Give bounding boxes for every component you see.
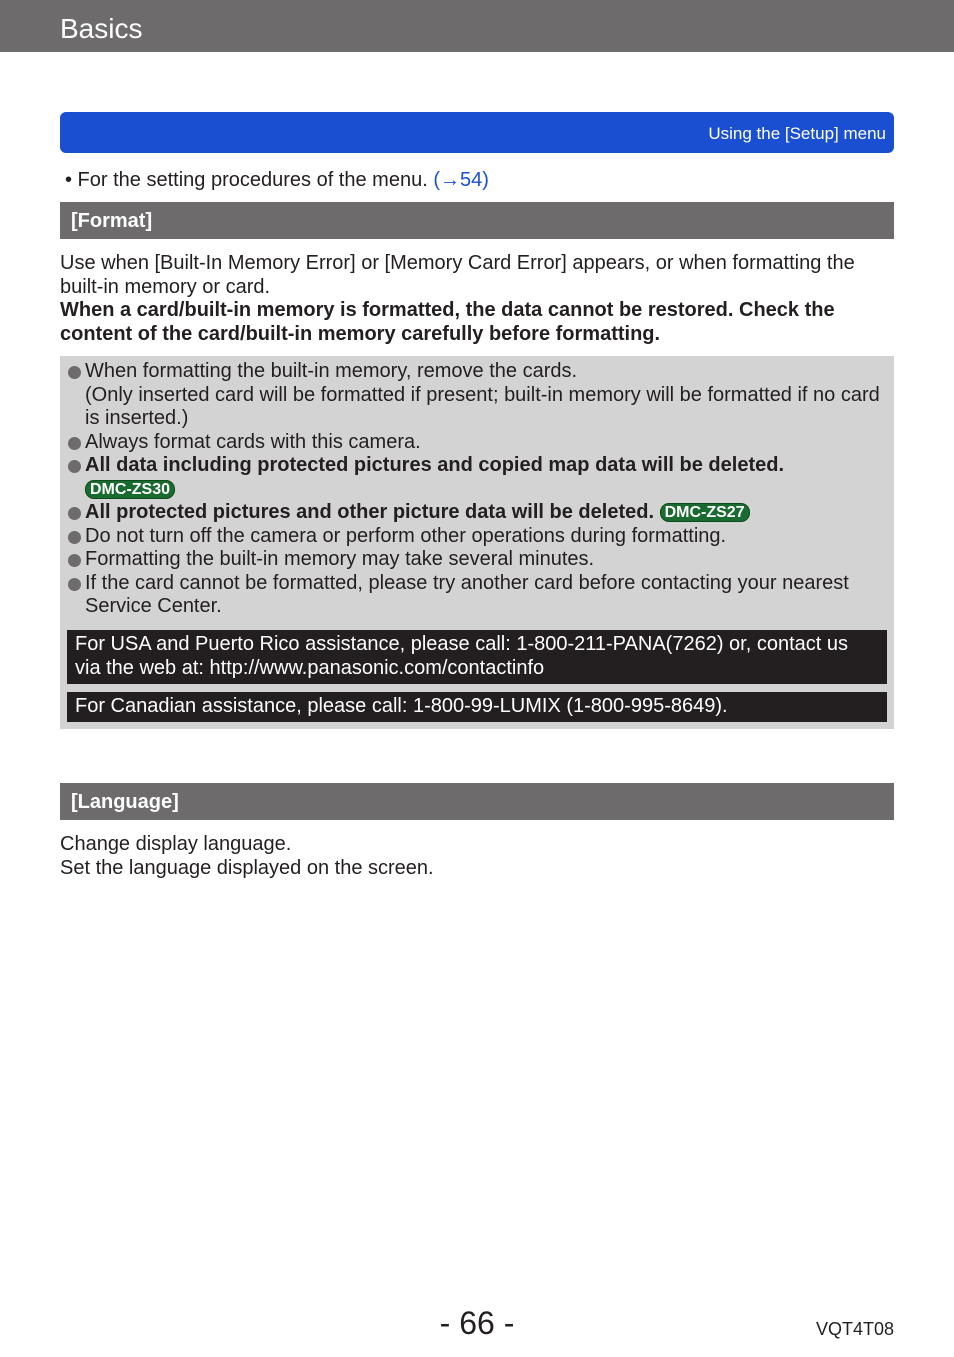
language-description — [60, 833, 894, 880]
page-reference-link[interactable]: (→54) — [433, 169, 489, 191]
format-heading-bar — [60, 202, 894, 239]
bullet-text: Always format cards with this camera. — [85, 430, 421, 453]
list-item — [68, 360, 886, 431]
page-section-title: Basics — [60, 13, 143, 44]
canada-assistance-text: For Canadian assistance, please call: 1-800-99-LUMIX (1-800-995-8649). — [75, 695, 728, 717]
bullet-text: All data including protected pictures and copied map data will be deleted. — [85, 454, 785, 476]
format-intro: Use when [Built-In Memory Error] or [Memory Card Error] appears, or when formatting the built-in memory or card. — [60, 252, 855, 298]
bullet-icon — [68, 507, 81, 520]
bullet-icon — [68, 531, 81, 544]
page-number: - 66 - — [439, 1305, 515, 1341]
chapter-bar — [60, 112, 894, 153]
bullet-icon — [68, 460, 81, 473]
bullet-icon — [68, 366, 81, 379]
format-warning: When a card/built-in memory is formatted, the data cannot be restored. Check the content of the card/built-in memory carefully before formatting. — [60, 299, 835, 345]
bullet-icon — [68, 578, 81, 591]
breadcrumb[interactable]: Using the [Setup] menu — [708, 124, 886, 143]
document-code: VQT4T08 — [815, 1319, 894, 1339]
header-bar — [0, 0, 954, 52]
bullet-text: Formatting the built-in memory may take several minutes. — [85, 548, 595, 570]
model-badge-zs27: DMC-ZS27 — [660, 503, 750, 522]
bullet-icon — [68, 554, 81, 567]
list-item — [68, 572, 886, 619]
format-heading: [Format] — [71, 210, 153, 232]
canada-assistance-box — [67, 692, 887, 722]
bullet-text: When formatting the built-in memory, remove the cards. — [85, 360, 578, 382]
bullet-icon — [68, 437, 81, 450]
usa-assistance-box — [67, 630, 887, 684]
bullet-text: Do not turn off the camera or perform other operations during formatting. — [85, 524, 727, 547]
list-item — [68, 525, 886, 549]
language-heading-bar — [60, 783, 894, 820]
note-text: • For the setting procedures of the menu. — [65, 169, 434, 191]
format-bullet-list — [68, 360, 886, 619]
bullet-text: All protected pictures and other picture data will be deleted. — [85, 501, 654, 523]
model-badge-zs30: DMC-ZS30 — [85, 480, 175, 499]
usa-assistance-text: For USA and Puerto Rico assistance, please call: 1-800-211-PANA(7262) or, contact us via the web at: http://www.panasonic.com/contactinfo — [75, 633, 848, 679]
language-line-1: Change display language. — [60, 833, 292, 855]
list-item — [68, 454, 886, 501]
list-item — [68, 548, 886, 572]
menu-procedure-note — [65, 168, 489, 192]
bullet-text: If the card cannot be formatted, please try another card before contacting your nearest Service Center. — [85, 571, 849, 617]
list-item — [68, 431, 886, 455]
language-heading: [Language] — [71, 791, 179, 813]
bullet-subtext: (Only inserted card will be formatted if present; built-in memory will be formatted if no card is inserted.) — [85, 383, 880, 429]
language-line-2: Set the language displayed on the screen. — [60, 856, 434, 879]
list-item — [68, 501, 886, 525]
